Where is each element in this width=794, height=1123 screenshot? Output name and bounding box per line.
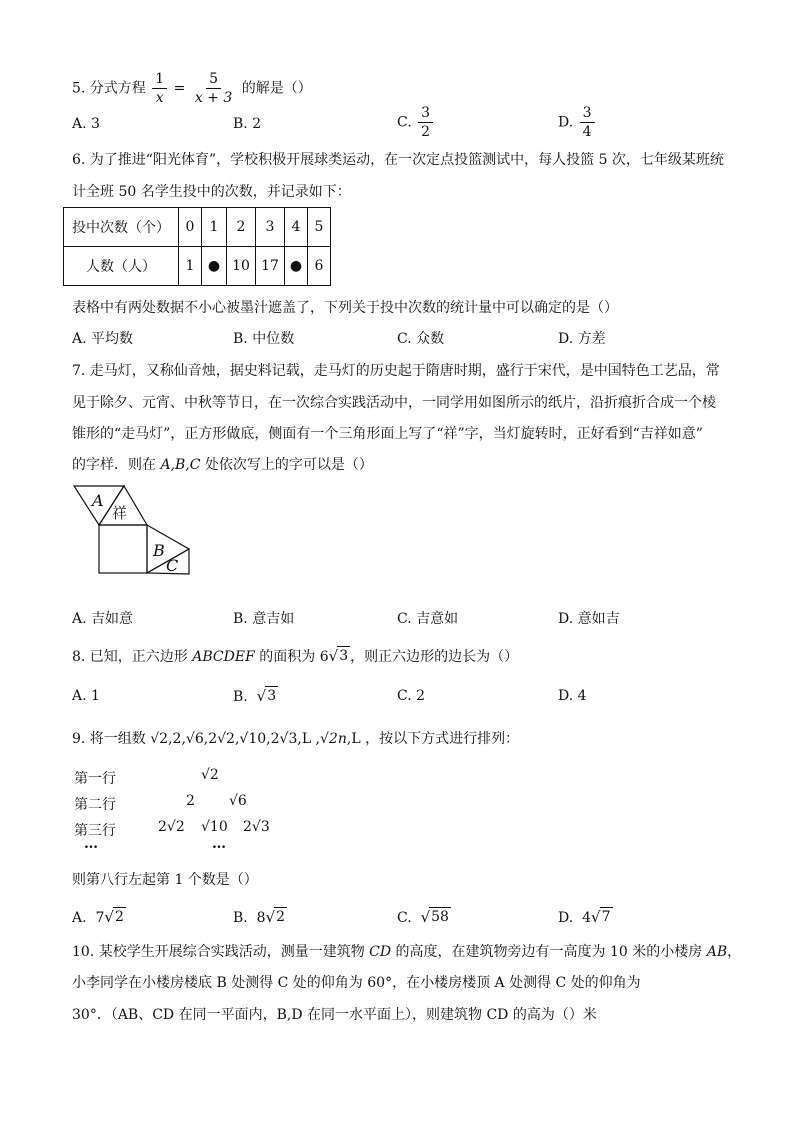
q9-option-a[interactable]: A. 7 √ 2 [72,908,124,926]
q9-question: 则第八行左起第 1 个数是（） [72,872,258,888]
q9-row-1-item: √2 [201,767,219,783]
q7-option-c[interactable]: C. 吉意如 [397,611,459,627]
table-row: 人数（人） 1 ● 10 17 ● 6 [64,247,331,286]
q9-row-2-label: 第二行 [74,797,116,813]
q9-option-d[interactable]: D. 4 √ 7 [558,908,611,926]
q6-option-b[interactable]: B. 中位数 [233,331,295,347]
label-a: A [92,491,104,510]
q8-stem: 8. 已知，正六边形 ABCDEF 的面积为 6 √ 3 ，则正六边形的边长为（） [72,647,519,665]
q9-row-3-item: √10 [201,819,228,835]
label-c: C [166,556,179,575]
q9-option-c[interactable]: C. √ 58 [397,908,449,926]
label-xiang: 祥 [112,504,128,522]
q8-option-a[interactable]: A. 1 [72,688,100,704]
q5-option-c[interactable]: C. $\frac{3}{2}$ [397,104,435,141]
q6-option-a[interactable]: A. 平均数 [72,331,134,347]
q9-row-1-label: 第一行 [74,771,116,787]
q5-option-a[interactable]: A. 3 [72,116,100,132]
q10-stem-line3: 30°．（AB、CD 在同一平面内，B,D 在同一水平面上），则建筑物 CD 的高为（）米 [72,1007,597,1023]
q9-row-2-item: √6 [229,793,247,809]
q9-ellipsis-left: … [84,836,98,852]
q7-stem-line2: 见于除夕、元宵、中秋等节日，在一次综合实践活动中，一同学用如图所示的纸片，沿折痕折合成一个棱 [72,395,716,411]
q7-net-figure [70,482,194,576]
q9-row-3-item: 2√3 [243,819,270,835]
net-square-base [99,525,147,573]
q5-stem: 5. 分式方程 $\frac{1}{x}$ = $\frac{5}{x + 3}$ 的解是（） [72,71,312,106]
radical: √ 3 [328,647,349,665]
q6-option-c[interactable]: C. 众数 [397,331,445,347]
q9-row-2-item: 2 [186,793,195,809]
q7-option-d[interactable]: D. 意如吉 [558,611,620,627]
q9-stem: 9. 将一组数 √2,2,√6,2√2,√10,2√3,L ,√2n,L ，按以下方式进行排列： [72,731,520,747]
q6-stem-line1: 6. 为了推进“阳光体育”，学校积极开展球类运动，在一次定点投篮测试中，每人投篮 5 次，七年级某班统 [72,152,724,168]
q9-row-3-label: 第三行 [74,823,116,839]
q6-option-d[interactable]: D. 方差 [558,331,606,347]
q5-fraction-1: $\frac{1}{x}$ [152,70,167,107]
q7-stem-line4: 的字样．则在 A,B,C 处依次写上的字可以是（） [72,457,373,473]
q9-row-3-item: 2√2 [158,819,185,835]
q7-stem-line1: 7. 走马灯，又称仙音烛，据史料记载，走马灯的历史起于隋唐时期，盛行于宋代，是中国特色工艺品，常 [72,363,720,379]
q8-option-c[interactable]: C. 2 [397,688,426,704]
q8-option-b[interactable]: B. √ 3 [233,687,277,705]
q9-option-b[interactable]: B. 8 √ 2 [233,908,286,926]
q7-option-a[interactable]: A. 吉如意 [72,611,134,627]
q6-question: 表格中有两处数据不小心被墨汁遮盖了，下列关于投中次数的统计量中可以确定的是（） [72,300,618,316]
q5-fraction-2: $\frac{5}{x + 3}$ [194,71,233,106]
table-row: 投中次数（个） 0 1 2 3 4 5 [64,208,331,247]
q10-stem-line1: 10. 某校学生开展综合实践活动，测量一建筑物 CD 的高度，在建筑物旁边有一高度为 10 米的小楼房 AB， [72,944,742,960]
q10-stem-line2: 小李同学在小楼房楼底 B 处测得 C 处的仰角为 60°，在小楼房楼顶 A 处测得 C 处的仰角为 [72,975,641,991]
q5-option-d[interactable]: D. $\frac{3}{4}$ [558,104,597,141]
table-header-cell: 人数（人） [64,247,179,286]
q7-stem-line3: 锥形的“走马灯”，正方形做底，侧面有一个三角形面上写了“祥”字，当灯旋转时，正好看到“吉祥如意” [72,426,703,442]
table-header-cell: 投中次数（个） [64,208,179,247]
q6-stem-line2: 计全班 50 名学生投中的次数，并记录如下： [72,184,351,200]
q7-option-b[interactable]: B. 意吉如 [233,611,295,627]
q5-option-b[interactable]: B. 2 [233,116,262,132]
q9-ellipsis-right: … [212,836,226,852]
q6-table [63,207,331,286]
label-b: B [153,541,165,560]
q8-option-d[interactable]: D. 4 [558,688,587,704]
